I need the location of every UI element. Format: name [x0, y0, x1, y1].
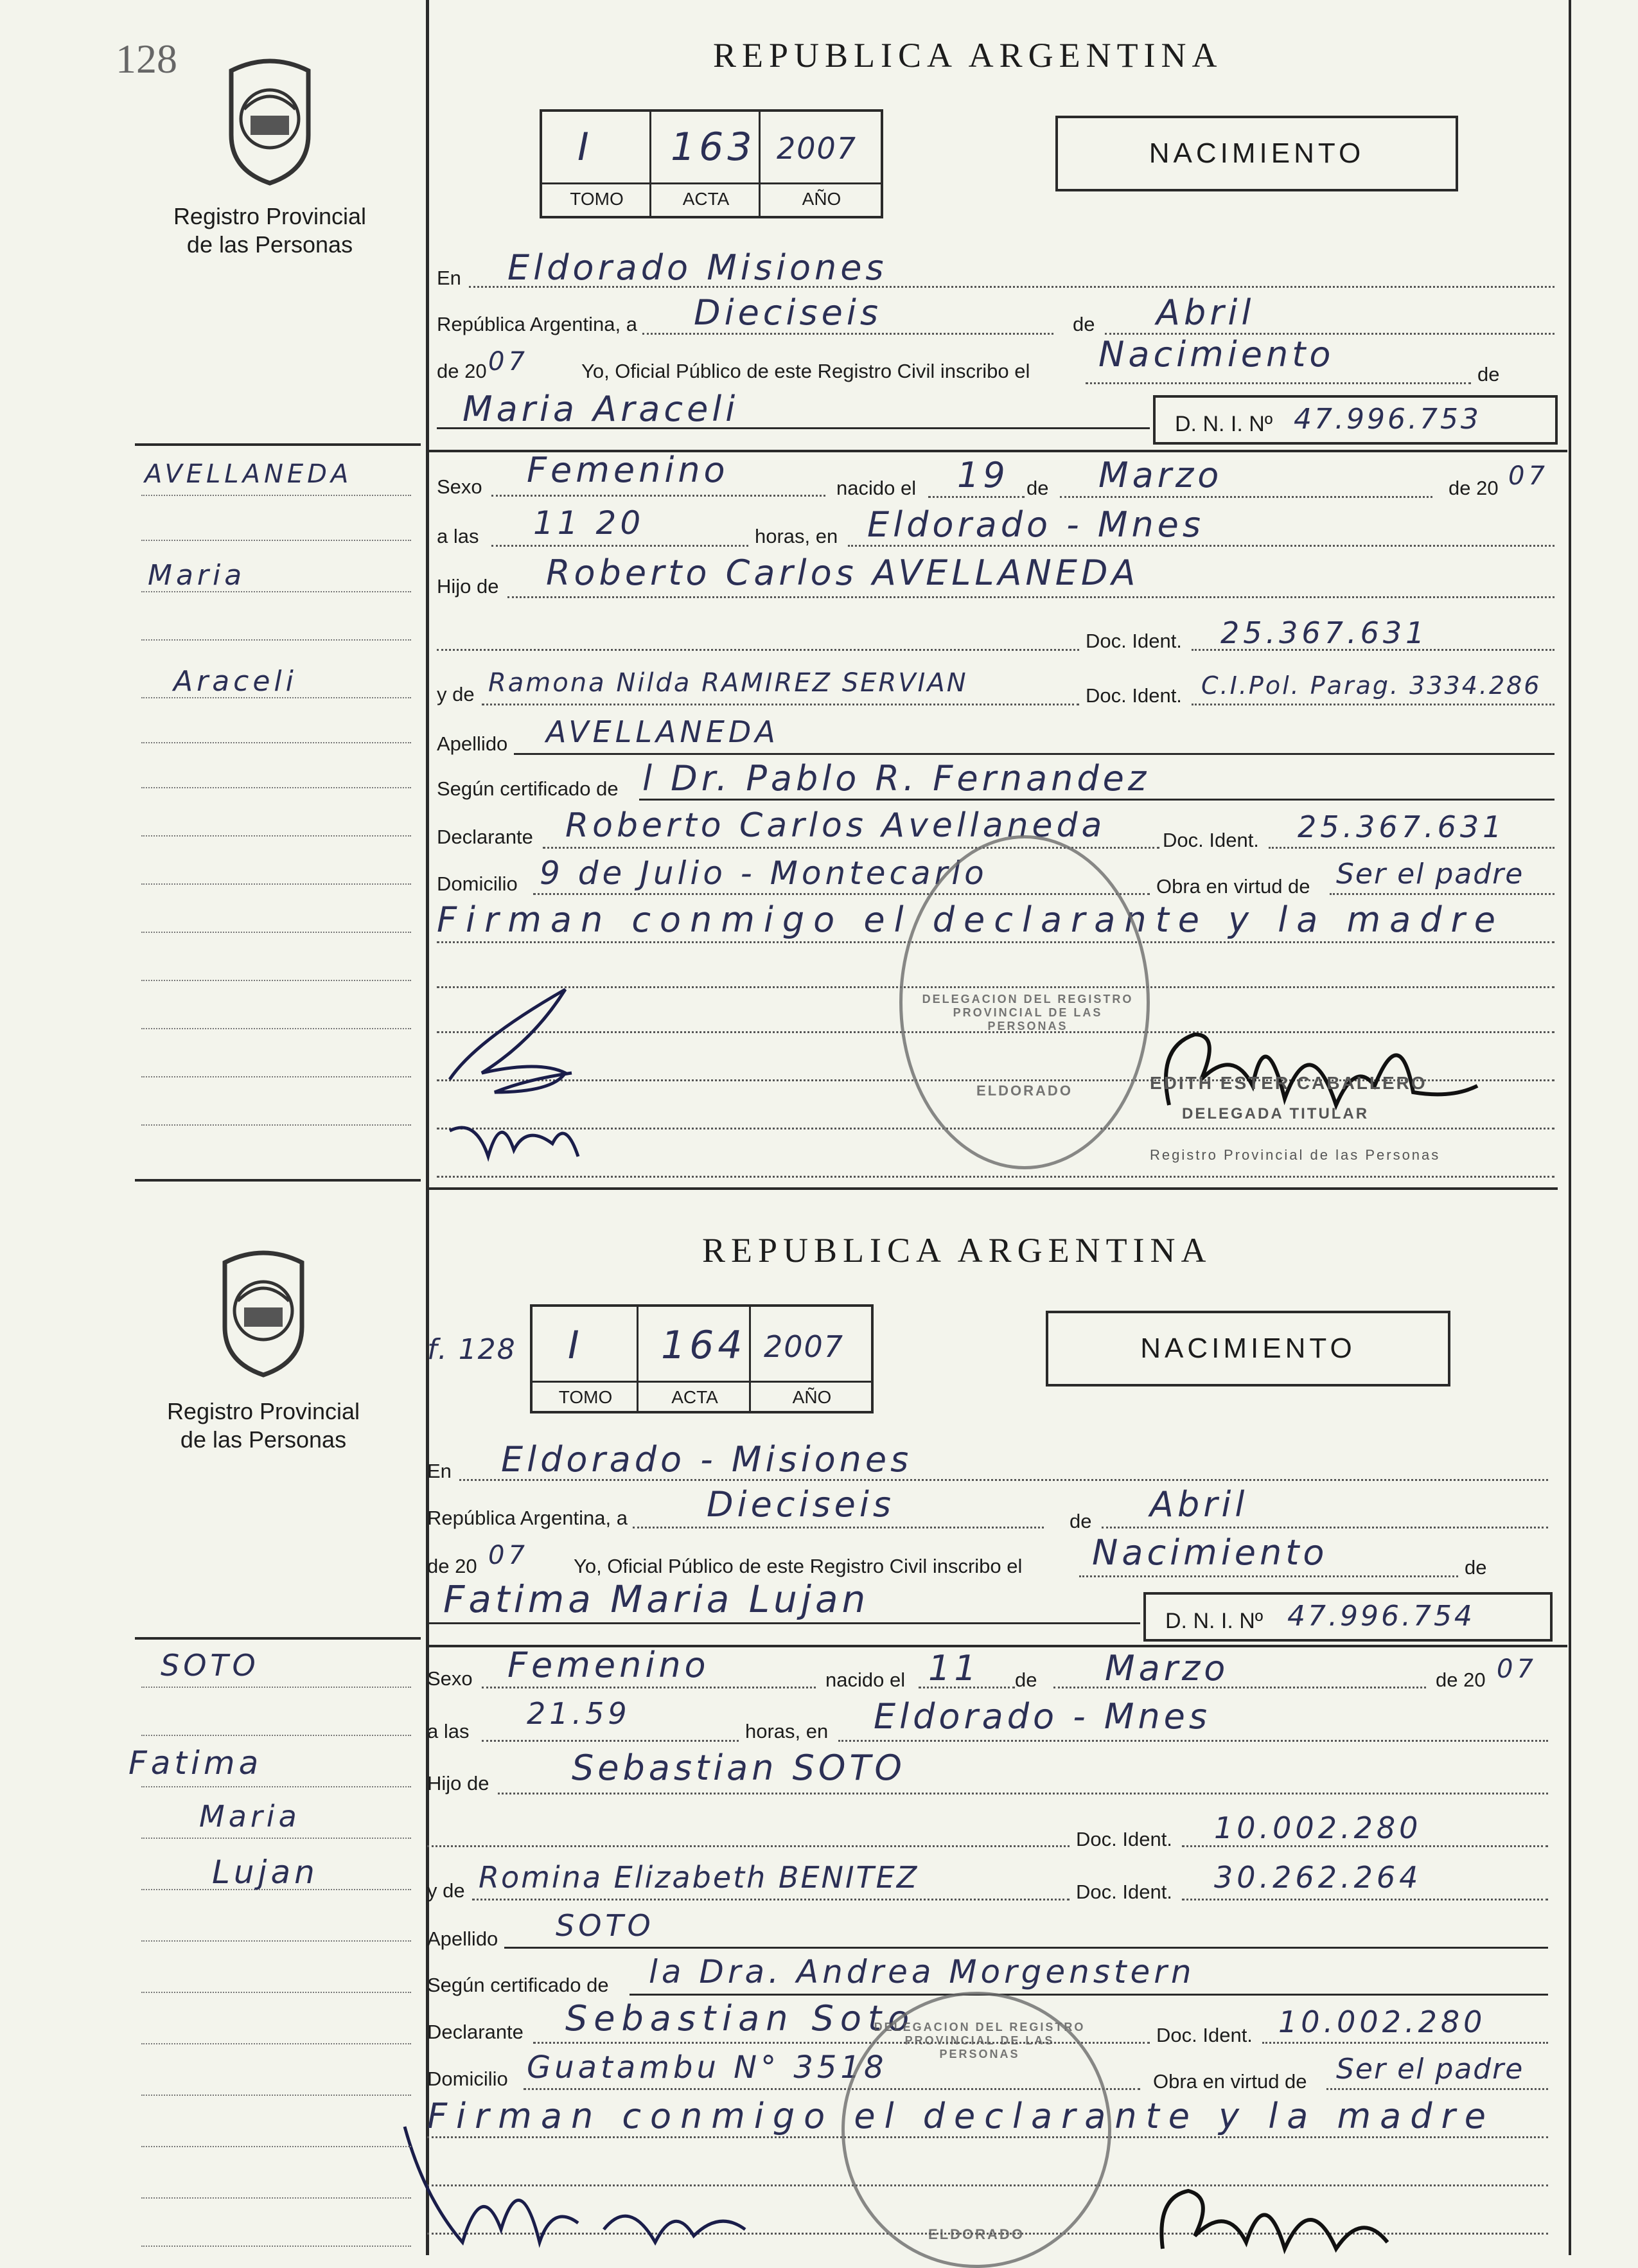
en-label: En — [437, 267, 461, 289]
de20-label-2: de 20 — [1449, 477, 1499, 499]
de-label: de — [1073, 313, 1095, 335]
acta-value: 163 — [671, 125, 756, 170]
misiones-emblem-icon — [212, 1250, 315, 1378]
lugar-value: Eldorado Misiones — [507, 247, 888, 288]
nac-mes-value: Marzo — [1098, 455, 1223, 495]
left-column-divider — [426, 0, 429, 2255]
declarante-label: Declarante — [437, 826, 533, 848]
tomo-value: I — [568, 1323, 583, 1368]
republica-label: República Argentina, a — [437, 313, 637, 335]
margin-nombre-3: Lujan — [212, 1854, 319, 1891]
dni-label: D. N. I. Nº — [1175, 412, 1273, 436]
dia-value: Dieciseis — [694, 292, 882, 333]
acta-value: 164 — [661, 1323, 746, 1368]
mes-value: Abril — [1150, 1484, 1249, 1525]
folio-prefix: f. 128 — [427, 1333, 516, 1366]
anio-corto-value: 07 — [488, 347, 529, 377]
sexo-value: Femenino — [507, 1645, 710, 1685]
hijo-de-label: Hijo de — [427, 1772, 489, 1794]
mes-value: Abril — [1156, 292, 1255, 333]
nac-dia-value: 19 — [957, 455, 1009, 495]
de-label: de — [1070, 1510, 1092, 1532]
domicilio-value: 9 de Julio - Montecarlo — [540, 855, 988, 892]
padre-value: Sebastian SOTO — [572, 1748, 906, 1788]
anio-value: 2007 — [764, 1329, 845, 1364]
sexo-value: Femenino — [527, 450, 729, 490]
hijo-de-label: Hijo de — [437, 575, 499, 598]
doc-ident-label-2: Doc. Ident. — [1076, 1881, 1172, 1903]
registry-line-1: Registro Provincial — [173, 203, 367, 229]
apellido-label: Apellido — [427, 1927, 498, 1950]
signature-stamp-org: Registro Provincial de las Personas — [1150, 1147, 1441, 1163]
domicilio-label: Domicilio — [427, 2068, 508, 2090]
margin-apellido: SOTO — [161, 1648, 260, 1683]
declarante-doc-value: 10.002.280 — [1278, 2005, 1486, 2039]
stamp-text: DELEGACION DEL REGISTRO PROVINCIAL DE LAS PERSONAS — [874, 2021, 1086, 2060]
y-de-label: y de — [427, 1879, 465, 1902]
apellido-label: Apellido — [437, 732, 508, 755]
right-page-edge — [1569, 0, 1571, 2255]
en-label: En — [427, 1460, 452, 1482]
tomo-value: I — [577, 125, 593, 170]
nac-anio-value: 07 — [1497, 1654, 1537, 1684]
domicilio-value: Guatambu N° 3518 — [527, 2050, 888, 2086]
registry-name — [128, 1397, 398, 1454]
nac-dia-value: 11 — [928, 1648, 980, 1688]
anio-caption: AÑO — [792, 1387, 832, 1407]
registry-line-2: de las Personas — [186, 231, 353, 258]
margin-nombre-2: Araceli — [173, 665, 297, 698]
stamp-text: DELEGACION DEL REGISTRO PROVINCIAL DE LAS PERSONAS — [922, 993, 1134, 1032]
delegacion-stamp-2 — [841, 1992, 1111, 2268]
madre-doc-value: C.I.Pol. Parag. 3334.286 — [1201, 671, 1542, 700]
padre-doc-value: 10.002.280 — [1214, 1811, 1422, 1845]
lugar-value: Eldorado - Misiones — [501, 1439, 913, 1480]
margin-nombre-1: Fatima — [128, 1744, 263, 1782]
y-de-label: y de — [437, 683, 475, 705]
madre-value: Ramona Nilda RAMIREZ SERVIAN — [488, 668, 968, 698]
doc-ident-label: Doc. Ident. — [1086, 630, 1182, 652]
dni-value: 47.996.753 — [1294, 403, 1481, 436]
misiones-emblem-icon — [218, 58, 321, 186]
declarante-value: Sebastian Soto — [565, 1998, 916, 2039]
sexo-label: Sexo — [437, 475, 482, 498]
padre-value: Roberto Carlos AVELLANEDA — [546, 553, 1140, 593]
stamp-city: ELDORADO — [928, 2226, 1025, 2242]
dni-box — [1143, 1592, 1553, 1642]
yo-oficial-label: Yo, Oficial Público de este Registro Civil inscribo el — [574, 1555, 1023, 1577]
anio-value: 2007 — [777, 131, 858, 166]
obra-value: Ser el padre — [1336, 858, 1524, 890]
nac-anio-value: 07 — [1508, 461, 1549, 491]
nombre-value: Fatima Maria Lujan — [443, 1577, 870, 1621]
tomo-caption: TOMO — [570, 189, 624, 209]
dni-box — [1153, 395, 1558, 445]
declarante-label: Declarante — [427, 2021, 524, 2043]
acta-caption: ACTA — [682, 189, 730, 209]
padre-doc-value: 25.367.631 — [1220, 616, 1429, 650]
sexo-label: Sexo — [427, 1667, 473, 1690]
obra-value: Ser el padre — [1336, 2053, 1524, 2086]
certificado-value: l Dr. Pablo R. Fernandez — [642, 758, 1150, 799]
declarant-signature — [385, 2101, 835, 2255]
acta-caption: ACTA — [671, 1387, 718, 1407]
nacido-el-label: nacido el — [825, 1669, 906, 1691]
stamp-city: ELDORADO — [976, 1083, 1073, 1099]
horas-en-label: horas, en — [755, 525, 838, 547]
apellido-value: SOTO — [556, 1908, 655, 1943]
madre-value: Romina Elizabeth BENITEZ — [479, 1860, 919, 1895]
de20-label: de 20 — [427, 1555, 477, 1577]
dni-value: 47.996.754 — [1287, 1600, 1475, 1633]
doc-ident-label: Doc. Ident. — [1076, 1828, 1172, 1850]
nacimiento-box — [1055, 116, 1458, 191]
registry-name — [135, 202, 405, 259]
a-las-label: a las — [437, 525, 479, 547]
nacimiento-label: NACIMIENTO — [1149, 137, 1365, 169]
declarante-doc-value: 25.367.631 — [1298, 810, 1506, 844]
tomo-caption: TOMO — [558, 1387, 613, 1407]
nacido-el-label: nacido el — [836, 477, 917, 499]
page-title: REPUBLICA ARGENTINA — [713, 36, 1223, 75]
horas-en-label: horas, en — [745, 1720, 829, 1742]
doc-ident-label-3: Doc. Ident. — [1163, 829, 1259, 851]
madre-doc-value: 30.262.264 — [1214, 1860, 1422, 1895]
segun-label: Según certificado de — [437, 777, 619, 800]
delegacion-stamp-1 — [899, 835, 1150, 1169]
lugar-nac-value: Eldorado - Mnes — [874, 1696, 1211, 1737]
signature-stamp-name: EDITH ESTER CABALLERO — [1150, 1073, 1427, 1093]
hora-value: 11 20 — [533, 504, 645, 542]
doc-ident-label-2: Doc. Ident. — [1086, 684, 1182, 707]
nacimiento-box — [1046, 1311, 1450, 1386]
obra-label: Obra en virtud de — [1156, 875, 1310, 898]
margin-nombre-2: Maria — [199, 1799, 301, 1834]
segun-label: Según certificado de — [427, 1974, 609, 1996]
dia-value: Dieciseis — [707, 1484, 895, 1525]
registry-line-1: Registro Provincial — [166, 1398, 360, 1424]
obra-label: Obra en virtud de — [1153, 2070, 1307, 2093]
certificado-value: la Dra. Andrea Morgenstern — [649, 1953, 1195, 1990]
doc-ident-label-3: Doc. Ident. — [1156, 2024, 1253, 2046]
acto-value: Nacimiento — [1092, 1532, 1328, 1573]
signature-stamp-role: DELEGADA TITULAR — [1182, 1105, 1369, 1122]
declarante-value: Roberto Carlos Avellaneda — [565, 806, 1106, 845]
margin-nombre-1: Maria — [148, 559, 246, 592]
firman-value: Firman conmigo el declarante y la madre — [437, 899, 1504, 940]
page-title: REPUBLICA ARGENTINA — [702, 1231, 1212, 1270]
nombre-value: Maria Araceli — [462, 389, 739, 429]
nacimiento-label: NACIMIENTO — [1140, 1333, 1356, 1364]
official-signature — [1143, 2172, 1465, 2255]
page-number: 128 — [116, 36, 177, 82]
anio-caption: AÑO — [802, 189, 841, 209]
domicilio-label: Domicilio — [437, 873, 518, 895]
a-las-label: a las — [427, 1720, 470, 1742]
de-label-3: de — [1015, 1669, 1037, 1691]
de-label-3: de — [1026, 477, 1049, 499]
registry-line-2: de las Personas — [180, 1426, 347, 1453]
margin-apellido: AVELLANEDA — [145, 459, 353, 489]
declarant-signature — [437, 964, 630, 1169]
apellido-value: AVELLANEDA — [546, 714, 779, 749]
republica-label: República Argentina, a — [427, 1507, 628, 1529]
acto-value: Nacimiento — [1098, 334, 1335, 375]
tomo-acta-anio-box — [530, 1304, 874, 1413]
de-label-2: de — [1465, 1556, 1487, 1579]
anio-corto-value: 07 — [488, 1541, 529, 1570]
nac-mes-value: Marzo — [1105, 1648, 1229, 1688]
de20-label: de 20 — [437, 360, 487, 382]
firman-value: Firman conmigo el declarante y la madre — [427, 2096, 1495, 2136]
de20-label-2: de 20 — [1436, 1669, 1486, 1691]
yo-oficial-label: Yo, Oficial Público de este Registro Civil inscribo el — [581, 360, 1030, 382]
dni-label: D. N. I. Nº — [1165, 1609, 1264, 1633]
de-label-2: de — [1477, 363, 1500, 385]
lugar-nac-value: Eldorado - Mnes — [867, 504, 1205, 545]
hora-value: 21.59 — [527, 1696, 631, 1731]
tomo-acta-anio-box — [540, 109, 883, 218]
